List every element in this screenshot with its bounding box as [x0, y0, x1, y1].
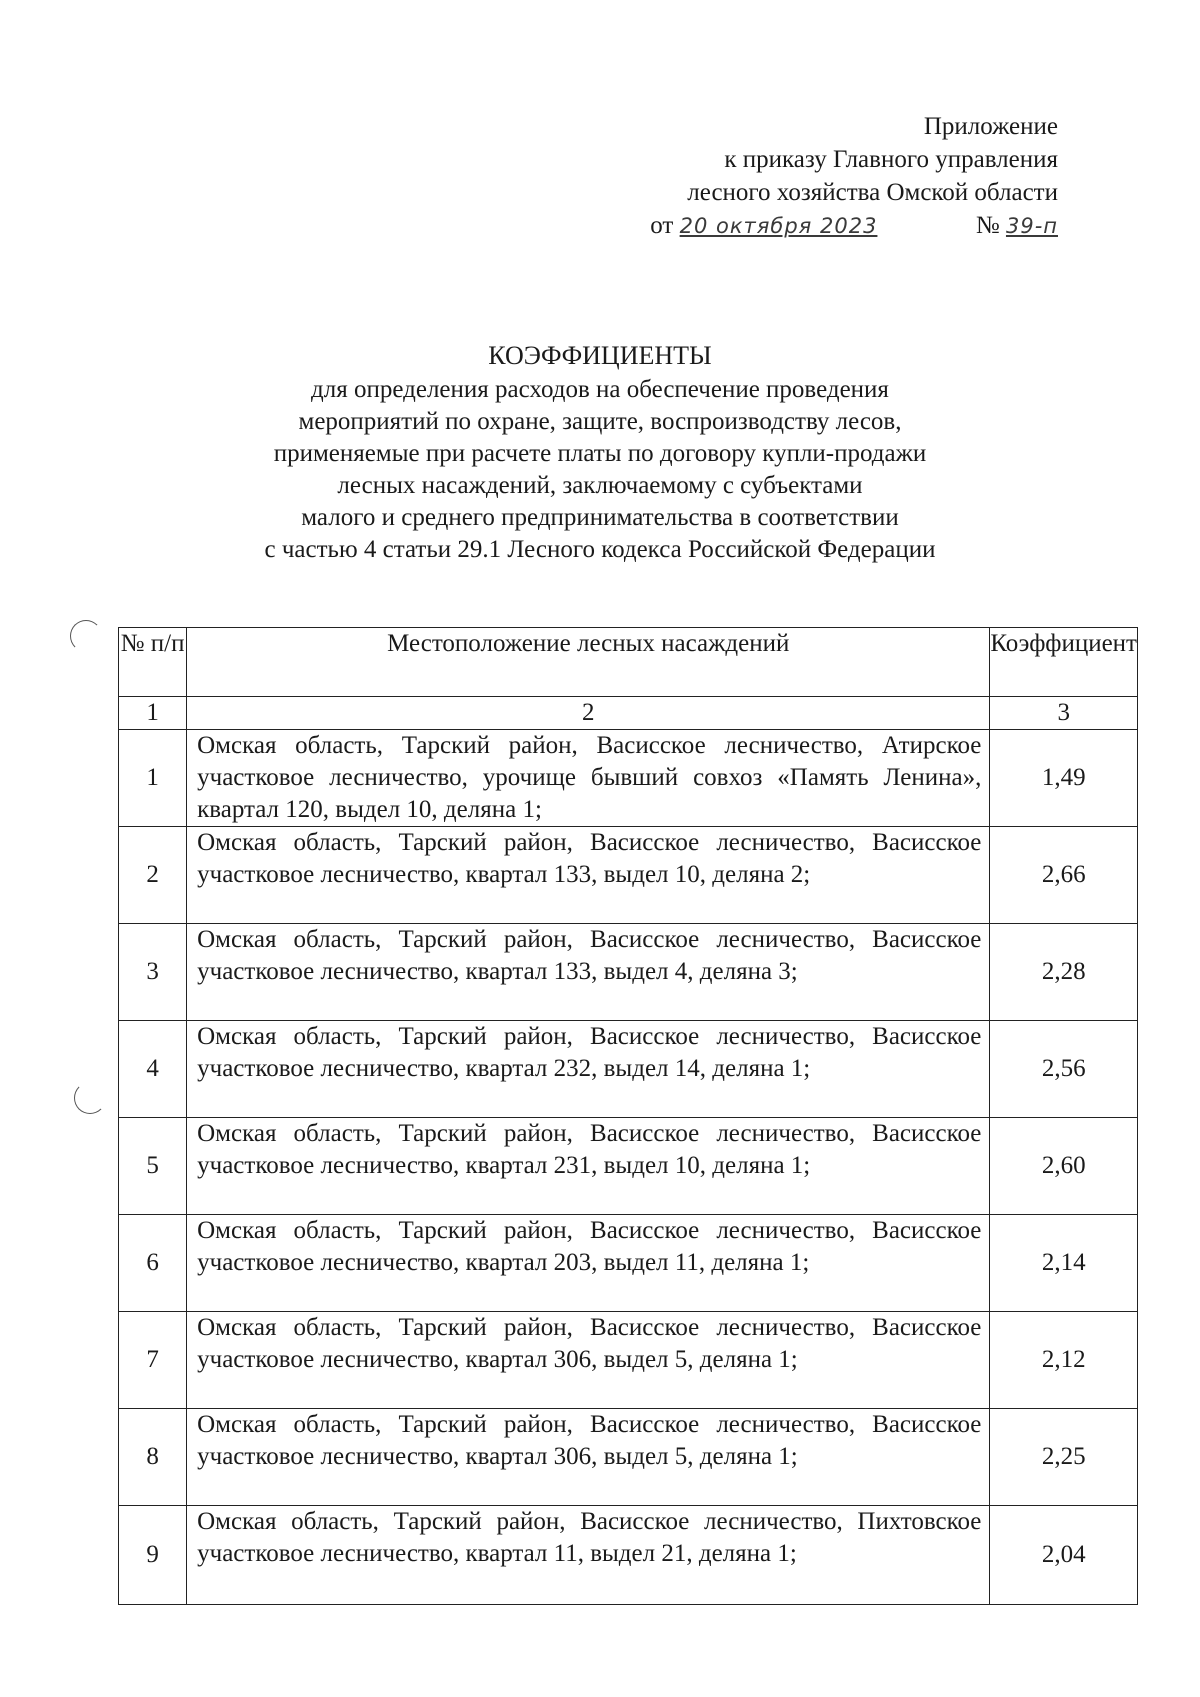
column-index: 2: [187, 697, 990, 730]
table-row: [119, 1409, 1138, 1506]
table-row: [119, 730, 1138, 827]
appendix-date-line: [538, 209, 1058, 243]
row-location: Омская область, Тарский район, Васисское лесничество, Васисское участковое лесничество, квартал 306, выдел 5, деляна 1;: [187, 1409, 990, 1506]
row-number: 3: [119, 924, 187, 1021]
handwritten-number: 39-п: [1005, 214, 1058, 238]
table-row: [119, 1215, 1138, 1312]
row-number: 9: [119, 1506, 187, 1605]
column-index-row: [119, 697, 1138, 730]
table-row: [119, 1118, 1138, 1215]
table-row: [119, 924, 1138, 1021]
handwritten-date: 20 октября 2023: [679, 214, 878, 238]
row-coefficient: 2,14: [990, 1215, 1138, 1312]
header-location: Местоположение лесных насаждений: [187, 628, 990, 697]
row-coefficient: 2,56: [990, 1021, 1138, 1118]
row-location: Омская область, Тарский район, Васисское лесничество, Пихтовское участковое лесничество, квартал 11, выдел 21, деляна 1;: [187, 1506, 990, 1605]
row-location: Омская область, Тарский район, Васисское лесничество, Васисское участковое лесничество, квартал 133, выдел 10, деляна 2;: [187, 827, 990, 924]
document-title: КОЭФФИЦИЕНТЫ: [488, 341, 712, 370]
punch-hole-mark: [74, 1082, 106, 1114]
header-num: № п/п: [119, 628, 187, 697]
appendix-label: Приложение: [923, 113, 1058, 140]
date-prefix: от: [650, 212, 674, 239]
document-title-block: [150, 340, 1050, 566]
row-number: 8: [119, 1409, 187, 1506]
row-number: 5: [119, 1118, 187, 1215]
row-location: Омская область, Тарский район, Васисское лесничество, Васисское участковое лесничество, квартал 306, выдел 5, деляна 1;: [187, 1312, 990, 1409]
row-number: 1: [119, 730, 187, 827]
appendix-header: [538, 110, 1058, 243]
row-coefficient: 2,25: [990, 1409, 1138, 1506]
row-location: Омская область, Тарский район, Васисское лесничество, Васисское участковое лесничество, квартал 133, выдел 4, деляна 3;: [187, 924, 990, 1021]
coefficients-table: [118, 627, 1138, 1605]
row-location: Омская область, Тарский район, Васисское лесничество, Васисское участковое лесничество, квартал 203, выдел 11, деляна 1;: [187, 1215, 990, 1312]
title-line: лесных насаждений, заключаемому с субъектами: [337, 472, 863, 499]
table-row: [119, 1312, 1138, 1409]
row-coefficient: 2,60: [990, 1118, 1138, 1215]
table-header-row: [119, 628, 1138, 697]
row-coefficient: 1,49: [990, 730, 1138, 827]
title-line: малого и среднего предпринимательства в соответствии: [301, 504, 899, 531]
row-location: Омская область, Тарский район, Васисское лесничество, Васисское участковое лесничество, квартал 232, выдел 14, деляна 1;: [187, 1021, 990, 1118]
row-location: Омская область, Тарский район, Васисское лесничество, Васисское участковое лесничество, квартал 231, выдел 10, деляна 1;: [187, 1118, 990, 1215]
appendix-order-ref: к приказу Главного управления: [724, 146, 1058, 173]
table-row: [119, 1506, 1138, 1605]
number-prefix: №: [975, 212, 1000, 239]
table-row: [119, 1021, 1138, 1118]
row-coefficient: 2,12: [990, 1312, 1138, 1409]
row-number: 6: [119, 1215, 187, 1312]
row-number: 7: [119, 1312, 187, 1409]
appendix-authority: лесного хозяйства Омской области: [687, 179, 1058, 206]
row-coefficient: 2,66: [990, 827, 1138, 924]
punch-hole-mark: [70, 620, 102, 652]
table-row: [119, 827, 1138, 924]
title-line: применяемые при расчете платы по договору купли-продажи: [273, 440, 927, 467]
title-line: с частью 4 статьи 29.1 Лесного кодекса Российской Федерации: [264, 536, 936, 563]
row-coefficient: 2,28: [990, 924, 1138, 1021]
title-line: мероприятий по охране, защите, воспроизводству лесов,: [298, 408, 902, 435]
title-line: для определения расходов на обеспечение проведения: [311, 376, 889, 403]
header-coefficient: Коэффициент: [990, 628, 1138, 697]
row-number: 2: [119, 827, 187, 924]
column-index: 1: [119, 697, 187, 730]
column-index: 3: [990, 697, 1138, 730]
row-number: 4: [119, 1021, 187, 1118]
row-coefficient: 2,04: [990, 1506, 1138, 1605]
row-location: Омская область, Тарский район, Васисское лесничество, Атирское участковое лесничество, урочище бывший совхоз «Память Ленина», квартал 120, выдел 10, деляна 1;: [187, 730, 990, 827]
